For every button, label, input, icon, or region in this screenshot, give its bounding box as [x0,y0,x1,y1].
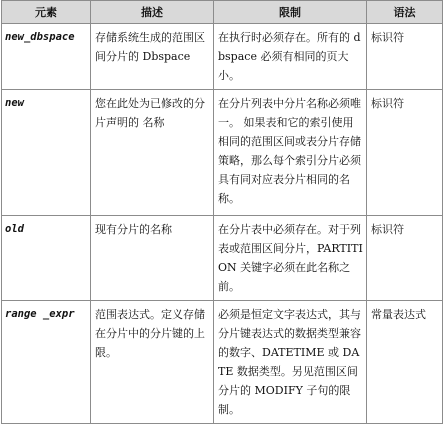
table-header [2,1,443,24]
element-syntax: 标识符 [367,24,443,90]
header-restriction: 限制 [214,1,367,24]
table-row [2,90,443,216]
element-description: 您在此处为已修改的分片声明的 名称 [91,90,214,216]
header-row [2,1,443,24]
element-restriction: 必须是恒定文字表达式，其与分片键表达式的数据类型兼容的数字、DATETIME 或 DATE 数据类型。另见范围区间分片的 MODIFY 子句的限制。 [214,301,367,424]
header-description: 描述 [91,1,214,24]
table-row [2,24,443,90]
element-name: old [2,216,91,301]
element-name: range _expr [2,301,91,424]
header-syntax: 语法 [367,1,443,24]
table-row [2,216,443,301]
element-syntax: 标识符 [367,216,443,301]
element-restriction: 在执行时必须存在。所有的 dbspace 必须有相同的页大小。 [214,24,367,90]
element-description: 范围表达式。定义存储在分片中的分片键的上限。 [91,301,214,424]
table-body [2,24,443,424]
header-element: 元素 [2,1,91,24]
element-restriction: 在分片列表中分片名称必须唯一。 如果表和它的索引使用相同的范围区间或表分片存储策略，那么每个索引分片必须具有同对应表分片相同的名称。 [214,90,367,216]
element-name: new [2,90,91,216]
element-name: new_dbspace [2,24,91,90]
element-description: 现有分片的名称 [91,216,214,301]
element-description: 存储系统生成的范围区间分片的 Dbspace [91,24,214,90]
element-restriction: 在分片表中必须存在。对于列表或范围区间分片，PARTITION 关键字必须在此名称之前。 [214,216,367,301]
syntax-element-table [1,0,443,424]
table-row [2,301,443,424]
element-syntax: 标识符 [367,90,443,216]
element-syntax: 常量表达式 [367,301,443,424]
